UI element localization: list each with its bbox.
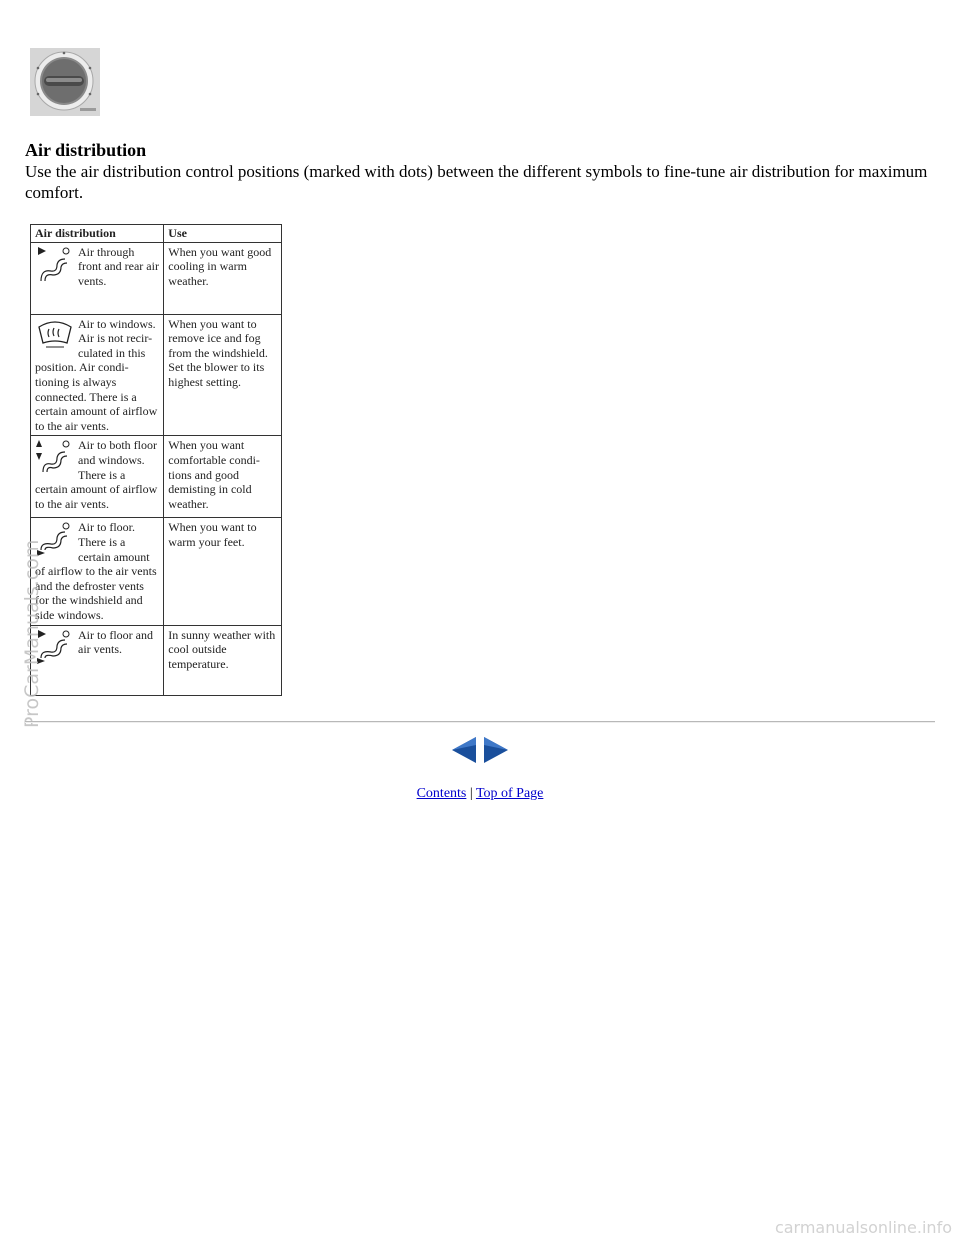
- table-row: [31, 518, 282, 625]
- table-row: [31, 436, 282, 518]
- side-watermark-text: ProCarManuals.com: [22, 539, 42, 728]
- site-logo-text: carmanualsonline.info: [774, 1218, 952, 1237]
- floor-windows-icon: [35, 438, 75, 478]
- header-air-distribution: Air distribution: [31, 225, 164, 243]
- distribution-cell: [31, 314, 164, 436]
- table-row: [31, 314, 282, 436]
- site-logo: [724, 1218, 954, 1238]
- horizontal-divider: [25, 721, 935, 723]
- next-page-button[interactable]: [482, 735, 510, 770]
- use-cell: In sunny weather with cool outside temperature.: [164, 625, 282, 695]
- use-cell: When you want to remove ice and fog from the windshield. Set the blower to its highest setting.: [164, 314, 282, 436]
- use-cell: When you want comfortable condi-tions and good demisting in cold weather.: [164, 436, 282, 518]
- link-separator: |: [469, 786, 473, 801]
- table-header-row: [31, 225, 282, 243]
- page-navigation: [450, 735, 510, 770]
- distribution-cell: [31, 436, 164, 518]
- distribution-cell: [31, 625, 164, 695]
- vents-icon: [35, 245, 75, 285]
- table-row: [31, 242, 282, 314]
- use-cell: When you want to warm your feet.: [164, 518, 282, 625]
- intro-paragraph: Use the air distribution control positions (marked with dots) between the different symbols to fine-tune air distribution for maximum comfort.: [25, 162, 928, 202]
- footer-links: [0, 786, 960, 802]
- contents-link[interactable]: Contents: [416, 786, 467, 801]
- distribution-text: Air to floor. There is a certain amount of airflow to the air vents and the defroster vents for the windshield and side windows.: [35, 520, 157, 622]
- side-watermark: [22, 500, 42, 730]
- control-knob-image: [30, 48, 100, 116]
- distribution-text: Air through front and rear air vents.: [78, 244, 159, 288]
- right-arrow-icon: [482, 735, 510, 765]
- use-cell: When you want good cooling in warm weather.: [164, 242, 282, 314]
- distribution-cell: [31, 518, 164, 625]
- distribution-cell: [31, 242, 164, 314]
- distribution-text: Air to both floor and windows. There is a certain amount of airflow to the air vents.: [35, 438, 158, 511]
- header-use: Use: [164, 225, 282, 243]
- air-distribution-table: [30, 224, 282, 696]
- previous-page-button[interactable]: [450, 735, 478, 770]
- distribution-text: Air to floor and air vents.: [78, 627, 153, 657]
- left-arrow-icon: [450, 735, 478, 765]
- section-heading: Air distribution: [25, 140, 147, 160]
- defroster-icon: [35, 317, 75, 357]
- table-row: [31, 625, 282, 695]
- air-distribution-knob-icon: [30, 48, 100, 116]
- distribution-text: Air to windows. Air is not recir-culated in this position. Air condi-tioning is always connected. There is a certain amount of airflow to the air vents.: [35, 316, 158, 433]
- top-of-page-link[interactable]: Top of Page: [475, 786, 544, 801]
